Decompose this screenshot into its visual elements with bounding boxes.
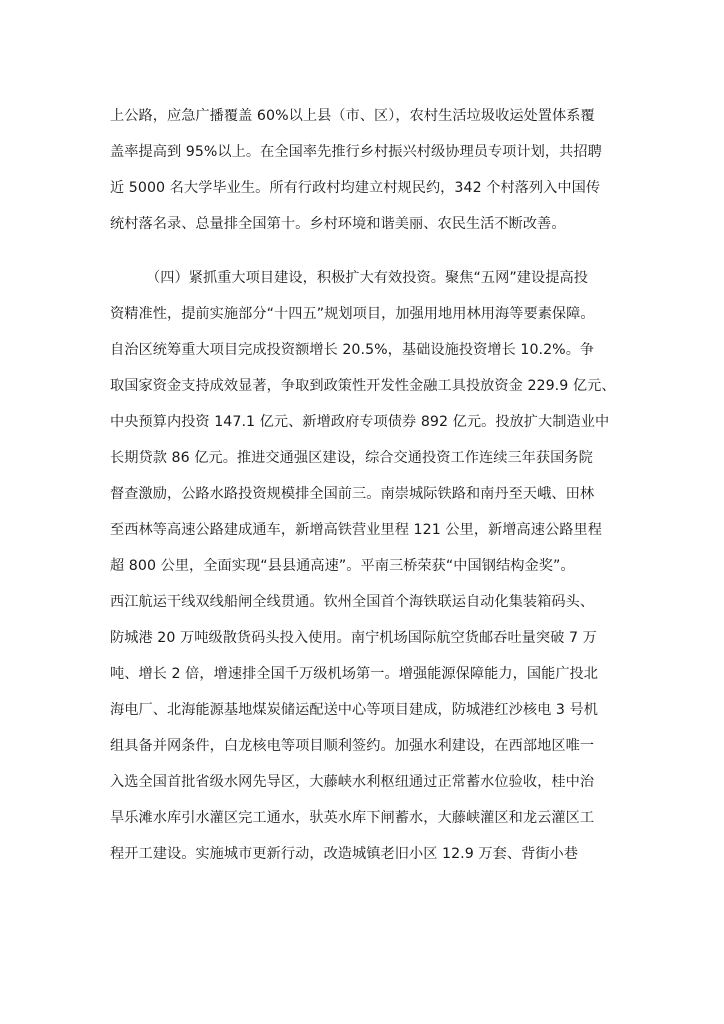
paragraph-1-line-4: 统村落名录、总量排全国第十。乡村环境和谐美丽、农民生活不断改善。 [110,216,566,232]
paragraph-2-line-1: （四）紧抓重大项目建设，积极扩大有效投资。聚焦“五网”建设提高投 [146,270,588,286]
paragraph-2-line-8: 至西林等高速公路建成通车，新增高铁营业里程 121 公里，新增高速公路里程 [110,522,602,538]
paragraph-2-line-7: 督查激励，公路水路投资规模排全国前三。南崇城际铁路和南丹至天峨、田林 [110,486,595,502]
paragraph-2-line-3: 自治区统筹重大项目完成投资额增长 20.5%，基础设施投资增长 10.2%。争 [110,342,595,358]
paragraph-2-line-4: 取国家资金支持成效显著，争取到政策性开发性金融工具投放资金 229.9 亿元、 [110,378,616,394]
paragraph-2-line-13: 海电厂、北海能源基地煤炭储运配送中心等项目建成，防城港红沙核电 3 号机 [110,702,599,718]
paragraph-1-line-1: 上公路，应急广播覆盖 60%以上县（市、区），农村生活垃圾收运处置体系覆 [110,108,595,124]
paragraph-2-line-9: 超 800 公里，全面实现“县县通高速”。平南三桥荣获“中国钢结构金奖”。 [110,558,575,574]
paragraph-2-line-16: 旱乐滩水库引水灌区完工通水，驮英水库下闸蓄水，大藤峡灌区和龙云灌区工 [110,810,595,826]
paragraph-1-line-2: 盖率提高到 95%以上。在全国率先推行乡村振兴村级协理员专项计划，共招聘 [110,144,602,160]
paragraph-2-line-15: 入选全国首批省级水网先导区，大藤峡水利枢纽通过正常蓄水位验收，桂中治 [110,774,595,790]
paragraph-2-line-5: 中央预算内投资 147.1 亿元、新增政府专项债券 892 亿元。投放扩大制造业中 [110,414,610,430]
paragraph-2-line-2: 资精准性，提前实施部分“十四五”规划项目，加强用地用林用海等要素保障。 [110,306,595,322]
paragraph-2-line-6: 长期贷款 86 亿元。推进交通强区建设，综合交通投资工作连续三年获国务院 [110,450,593,466]
paragraph-2-line-11: 防城港 20 万吨级散货码头投入使用。南宁机场国际航空货邮吞吐量突破 7 万 [110,630,597,646]
paragraph-2-line-17: 程开工建设。实施城市更新行动，改造城镇老旧小区 12.9 万套、背街小巷 [110,846,579,862]
paragraph-1-line-3: 近 5000 名大学毕业生。所有行政村均建立村规民约，342 个村落列入中国传 [110,180,601,196]
paragraph-2-line-10: 西江航运干线双线船闸全线贯通。钦州全国首个海铁联运自动化集装箱码头、 [110,594,595,610]
paragraph-2-line-14: 组具备并网条件，白龙核电等项目顺利签约。加强水利建设，在西部地区唯一 [110,738,595,754]
paragraph-2-line-12: 吨、增长 2 倍，增速排全国千万级机场第一。增强能源保障能力，国能广投北 [110,666,599,682]
